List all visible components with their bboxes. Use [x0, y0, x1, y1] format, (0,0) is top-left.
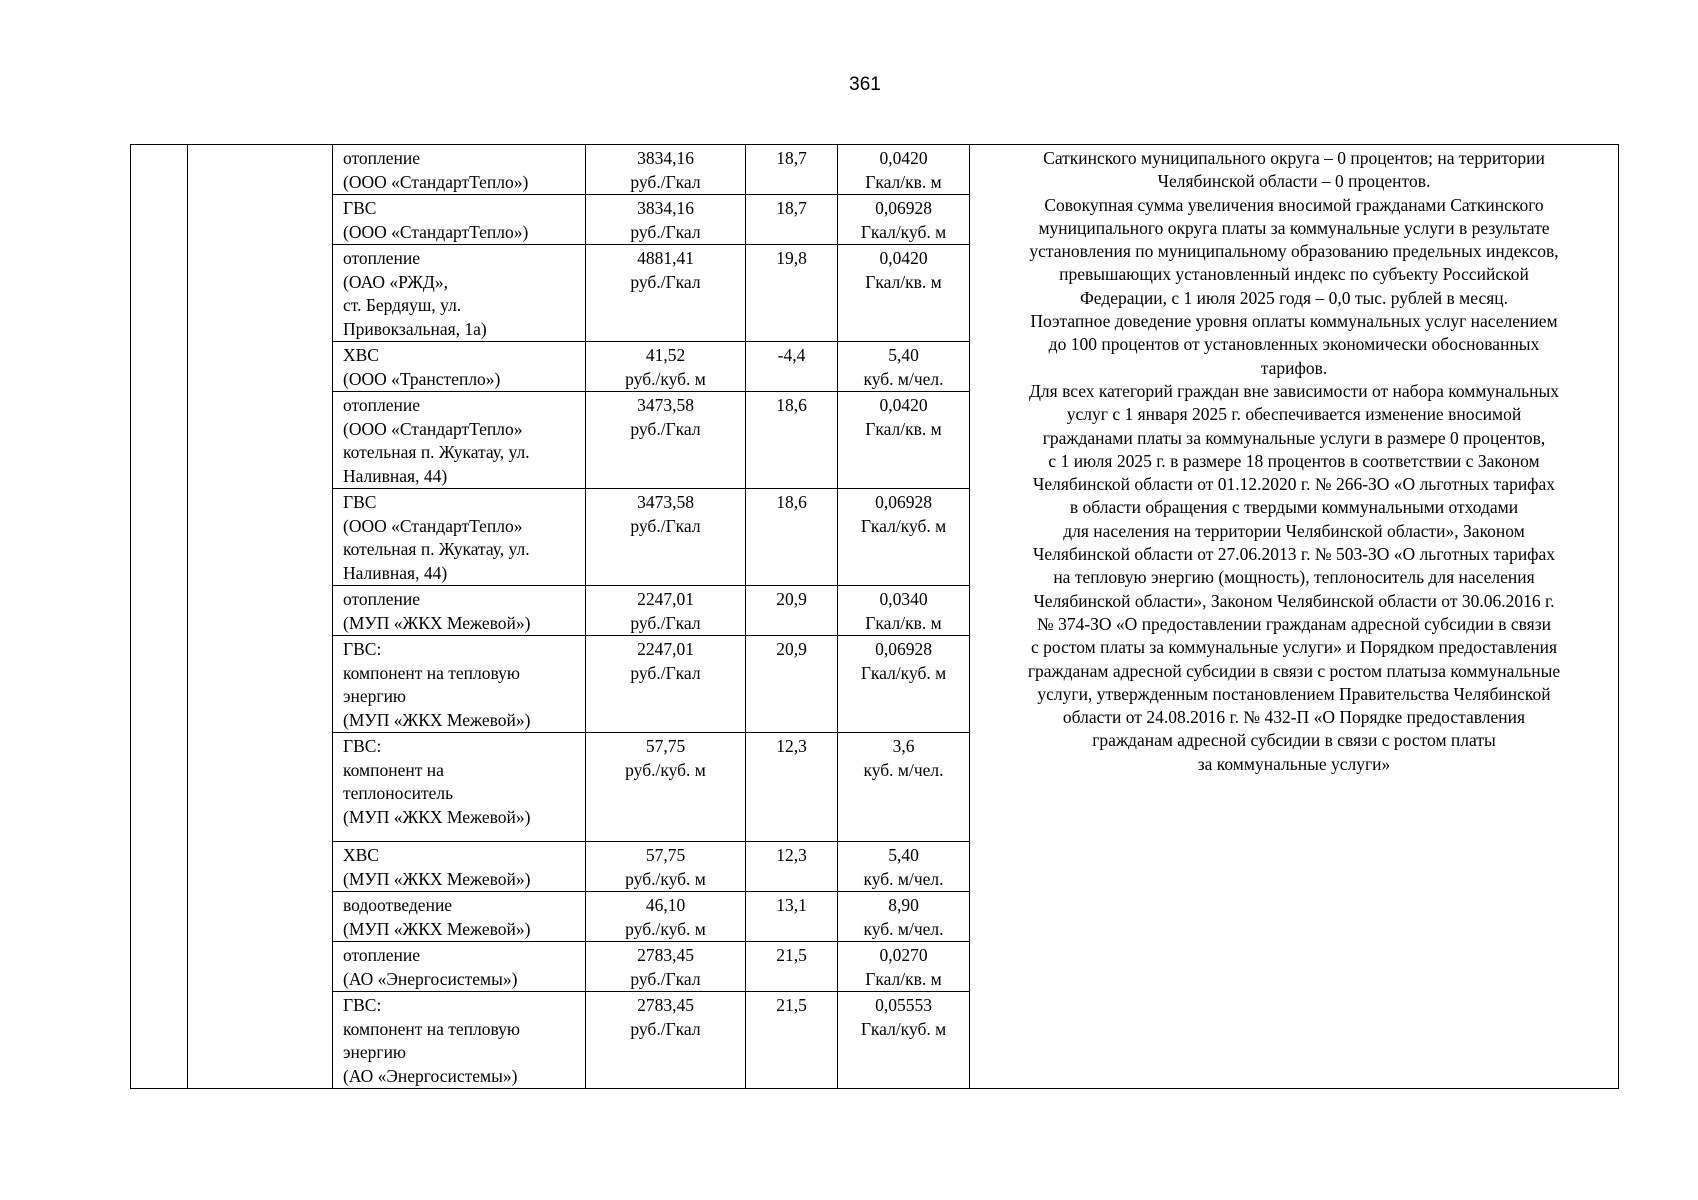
norm-cell [838, 992, 970, 1089]
norm-line: 3,6 [892, 736, 915, 756]
growth-cell: 21,5 [746, 942, 838, 992]
norm-cell [838, 489, 970, 586]
norm-line: 0,06928 [875, 492, 932, 512]
norm-line: куб. м/чел. [863, 759, 944, 780]
service-line: ХВС [343, 845, 379, 865]
norm-line: 0,0270 [879, 945, 928, 965]
service-line: водоотведение [343, 895, 453, 915]
service-cell [333, 195, 586, 245]
service-line: (ООО «СтандартТепло» [343, 515, 523, 536]
norm-line: 0,05553 [875, 995, 932, 1015]
norm-cell [838, 245, 970, 342]
service-line: ГВС: [343, 639, 382, 659]
price-line: руб./Гкал [630, 612, 701, 633]
service-line: ГВС [343, 492, 377, 512]
price-line: 2247,01 [637, 639, 694, 659]
growth-cell: 18,7 [746, 195, 838, 245]
price-line: руб./Гкал [630, 1018, 701, 1039]
norm-cell [838, 636, 970, 733]
service-cell [333, 992, 586, 1089]
service-cell [333, 392, 586, 489]
price-cell [586, 195, 746, 245]
service-line: отопление [343, 248, 421, 268]
price-cell [586, 892, 746, 942]
norm-cell [838, 342, 970, 392]
norm-cell [838, 733, 970, 842]
service-line: энергию [343, 1042, 407, 1062]
service-line: (ООО «СтандартТепло» [343, 418, 523, 439]
price-line: 3473,58 [637, 395, 694, 415]
norm-line: Гкал/кв. м [865, 271, 942, 292]
norm-line: куб. м/чел. [863, 368, 944, 389]
service-line: отопление [343, 589, 421, 609]
norm-line: куб. м/чел. [863, 918, 944, 939]
service-line: Наливная, 44) [343, 465, 448, 486]
service-line: отопление [343, 395, 421, 415]
price-line: руб./куб. м [625, 868, 706, 889]
page-number: 361 [849, 74, 881, 95]
service-line: (АО «Энергосистемы») [343, 968, 518, 989]
price-cell [586, 489, 746, 586]
service-line: котельная п. Жукатау, ул. [343, 442, 530, 462]
price-line: руб./Гкал [630, 221, 701, 242]
norm-line: 0,06928 [875, 198, 932, 218]
norm-line: Гкал/кв. м [865, 612, 942, 633]
norm-line: 0,0420 [879, 395, 928, 415]
service-line: ХВС [343, 345, 379, 365]
number-cell [131, 145, 188, 1089]
norm-cell [838, 392, 970, 489]
service-cell [333, 489, 586, 586]
note-text: Саткинского муниципального округа – 0 процентов; на территории Челябинской области – 0 процентов. Совокупная сумма увеличения вносимой гражданами Саткинского муниципального округа платы за коммунальные услуги в результате установления по муниципальному образованию предельных индексов, превышающих установленный индекс по субъекту Российской Федерации, с 1 июля 2025 годя – 0,0 тыс. рублей в месяц. Поэтапное доведение уровня оплаты коммунальных услуг населением до 100 процентов от установленных экономически обоснованных тарифов. Для всех категорий граждан вне зависимости от набора коммунальных услуг с 1 января 2025 г. обеспечивается изменение вносимой гражданами платы за коммунальные услуги в размере 0 процентов, с 1 июля 2025 г. в размере 18 процентов в соответствии с Законом Челябинской области от 01.12.2020 г. № 266-ЗО «О льготных тарифах в области обращения с твердыми коммунальными отходами для населения на территории Челябинской области», Законом Челябинской области от 27.06.2013 г. № 503-ЗО «О льготных тарифах на тепловую энергию (мощность), теплоноситель для населения Челябинской области», Законом Челябинской области от 30.06.2016 г. № 374-ЗО «О предоставлении гражданам адресной субсидии в связи с ростом платы за коммунальные услуги» и Порядком предоставления гражданам адресной субсидии в связи с ростом платыза коммунальные услуги, утвержденным постановлением Правительства Челябинской области от 24.08.2016 г. № 432-П «О Порядке предоставления гражданам адресной субсидии в связи с ростом платы за коммунальные услуги» [1027, 148, 1561, 774]
price-line: 41,52 [645, 345, 686, 365]
service-cell [333, 942, 586, 992]
service-line: ГВС [343, 198, 377, 218]
table-row [131, 145, 1619, 195]
price-line: 3473,58 [637, 492, 694, 512]
price-cell [586, 992, 746, 1089]
price-line: 3834,16 [637, 198, 694, 218]
price-line: 46,10 [645, 895, 686, 915]
norm-line: 5,40 [888, 345, 919, 365]
service-line: (ООО «СтандартТепло») [343, 221, 529, 242]
service-line: (ООО «Транстепло») [343, 368, 501, 389]
price-line: руб./Гкал [630, 662, 701, 683]
price-line: руб./Гкал [630, 515, 701, 536]
norm-cell [838, 942, 970, 992]
service-line: (МУП «ЖКХ Межевой») [343, 709, 531, 730]
price-line: 3834,16 [637, 148, 694, 168]
growth-cell: 13,1 [746, 892, 838, 942]
norm-line: 5,40 [888, 845, 919, 865]
service-line: (МУП «ЖКХ Межевой») [343, 868, 531, 889]
price-cell [586, 733, 746, 842]
table-body [131, 145, 1619, 1089]
norm-line: Гкал/куб. м [860, 515, 947, 536]
norm-cell [838, 892, 970, 942]
service-line: (МУП «ЖКХ Межевой») [343, 918, 531, 939]
service-line: Наливная, 44) [343, 562, 448, 583]
service-line: отопление [343, 148, 421, 168]
service-line: котельная п. Жукатау, ул. [343, 539, 530, 559]
service-line: (ОАО «РЖД», [343, 271, 448, 292]
price-cell [586, 342, 746, 392]
price-line: 2783,45 [637, 945, 694, 965]
region-cell [188, 145, 333, 1089]
service-line: ГВС: [343, 736, 382, 756]
price-cell [586, 942, 746, 992]
service-line: компонент на тепловую [343, 1018, 520, 1039]
service-cell [333, 245, 586, 342]
growth-cell: 21,5 [746, 992, 838, 1089]
norm-line: Гкал/куб. м [860, 221, 947, 242]
growth-cell: 18,7 [746, 145, 838, 195]
growth-cell: 20,9 [746, 586, 838, 636]
norm-line: 0,0420 [879, 148, 928, 168]
norm-cell [838, 586, 970, 636]
note-cell [970, 145, 1619, 1089]
norm-cell [838, 145, 970, 195]
price-line: 2783,45 [637, 995, 694, 1015]
norm-line: 0,0340 [879, 589, 928, 609]
service-line: отопление [343, 945, 421, 965]
growth-cell: 12,3 [746, 842, 838, 892]
growth-cell: 19,8 [746, 245, 838, 342]
price-cell [586, 636, 746, 733]
service-line: (АО «Энергосистемы») [343, 1065, 518, 1086]
service-line: компонент на тепловую [343, 662, 520, 683]
price-cell [586, 245, 746, 342]
growth-cell: 18,6 [746, 392, 838, 489]
price-cell [586, 842, 746, 892]
growth-cell: -4,4 [746, 342, 838, 392]
tariff-table [130, 144, 1619, 1089]
price-line: руб./куб. м [625, 759, 706, 780]
growth-cell: 18,6 [746, 489, 838, 586]
price-line: 4881,41 [637, 248, 694, 268]
price-line: руб./Гкал [630, 968, 701, 989]
norm-cell [838, 195, 970, 245]
price-line: руб./куб. м [625, 368, 706, 389]
service-cell [333, 586, 586, 636]
service-line: энергию [343, 686, 407, 706]
norm-line: куб. м/чел. [863, 868, 944, 889]
norm-line: Гкал/куб. м [860, 662, 947, 683]
price-cell [586, 145, 746, 195]
price-line: 57,75 [645, 736, 686, 756]
norm-line: Гкал/кв. м [865, 418, 942, 439]
price-cell [586, 586, 746, 636]
service-line: ст. Бердяуш, ул. [343, 295, 462, 315]
service-cell [333, 636, 586, 733]
service-line: Привокзальная, 1а) [343, 318, 487, 339]
norm-line: Гкал/кв. м [865, 171, 942, 192]
service-cell [333, 892, 586, 942]
service-line: (ООО «СтандартТепло») [343, 171, 529, 192]
service-line: (МУП «ЖКХ Межевой») [343, 612, 531, 633]
service-cell [333, 842, 586, 892]
price-line: руб./Гкал [630, 171, 701, 192]
norm-line: Гкал/куб. м [860, 1018, 947, 1039]
norm-cell [838, 842, 970, 892]
service-cell [333, 733, 586, 842]
service-line: (МУП «ЖКХ Межевой») [343, 806, 531, 827]
price-line: 57,75 [645, 845, 686, 865]
service-cell [333, 145, 586, 195]
growth-cell: 20,9 [746, 636, 838, 733]
service-cell [333, 342, 586, 392]
price-line: руб./Гкал [630, 418, 701, 439]
service-line: ГВС: [343, 995, 382, 1015]
growth-cell: 12,3 [746, 733, 838, 842]
norm-line: 0,06928 [875, 639, 932, 659]
price-line: 2247,01 [637, 589, 694, 609]
service-line: теплоноситель [343, 783, 454, 803]
service-line: компонент на [343, 759, 444, 780]
norm-line: 8,90 [888, 895, 919, 915]
price-line: руб./Гкал [630, 271, 701, 292]
norm-line: 0,0420 [879, 248, 928, 268]
price-line: руб./куб. м [625, 918, 706, 939]
norm-line: Гкал/кв. м [865, 968, 942, 989]
price-cell [586, 392, 746, 489]
